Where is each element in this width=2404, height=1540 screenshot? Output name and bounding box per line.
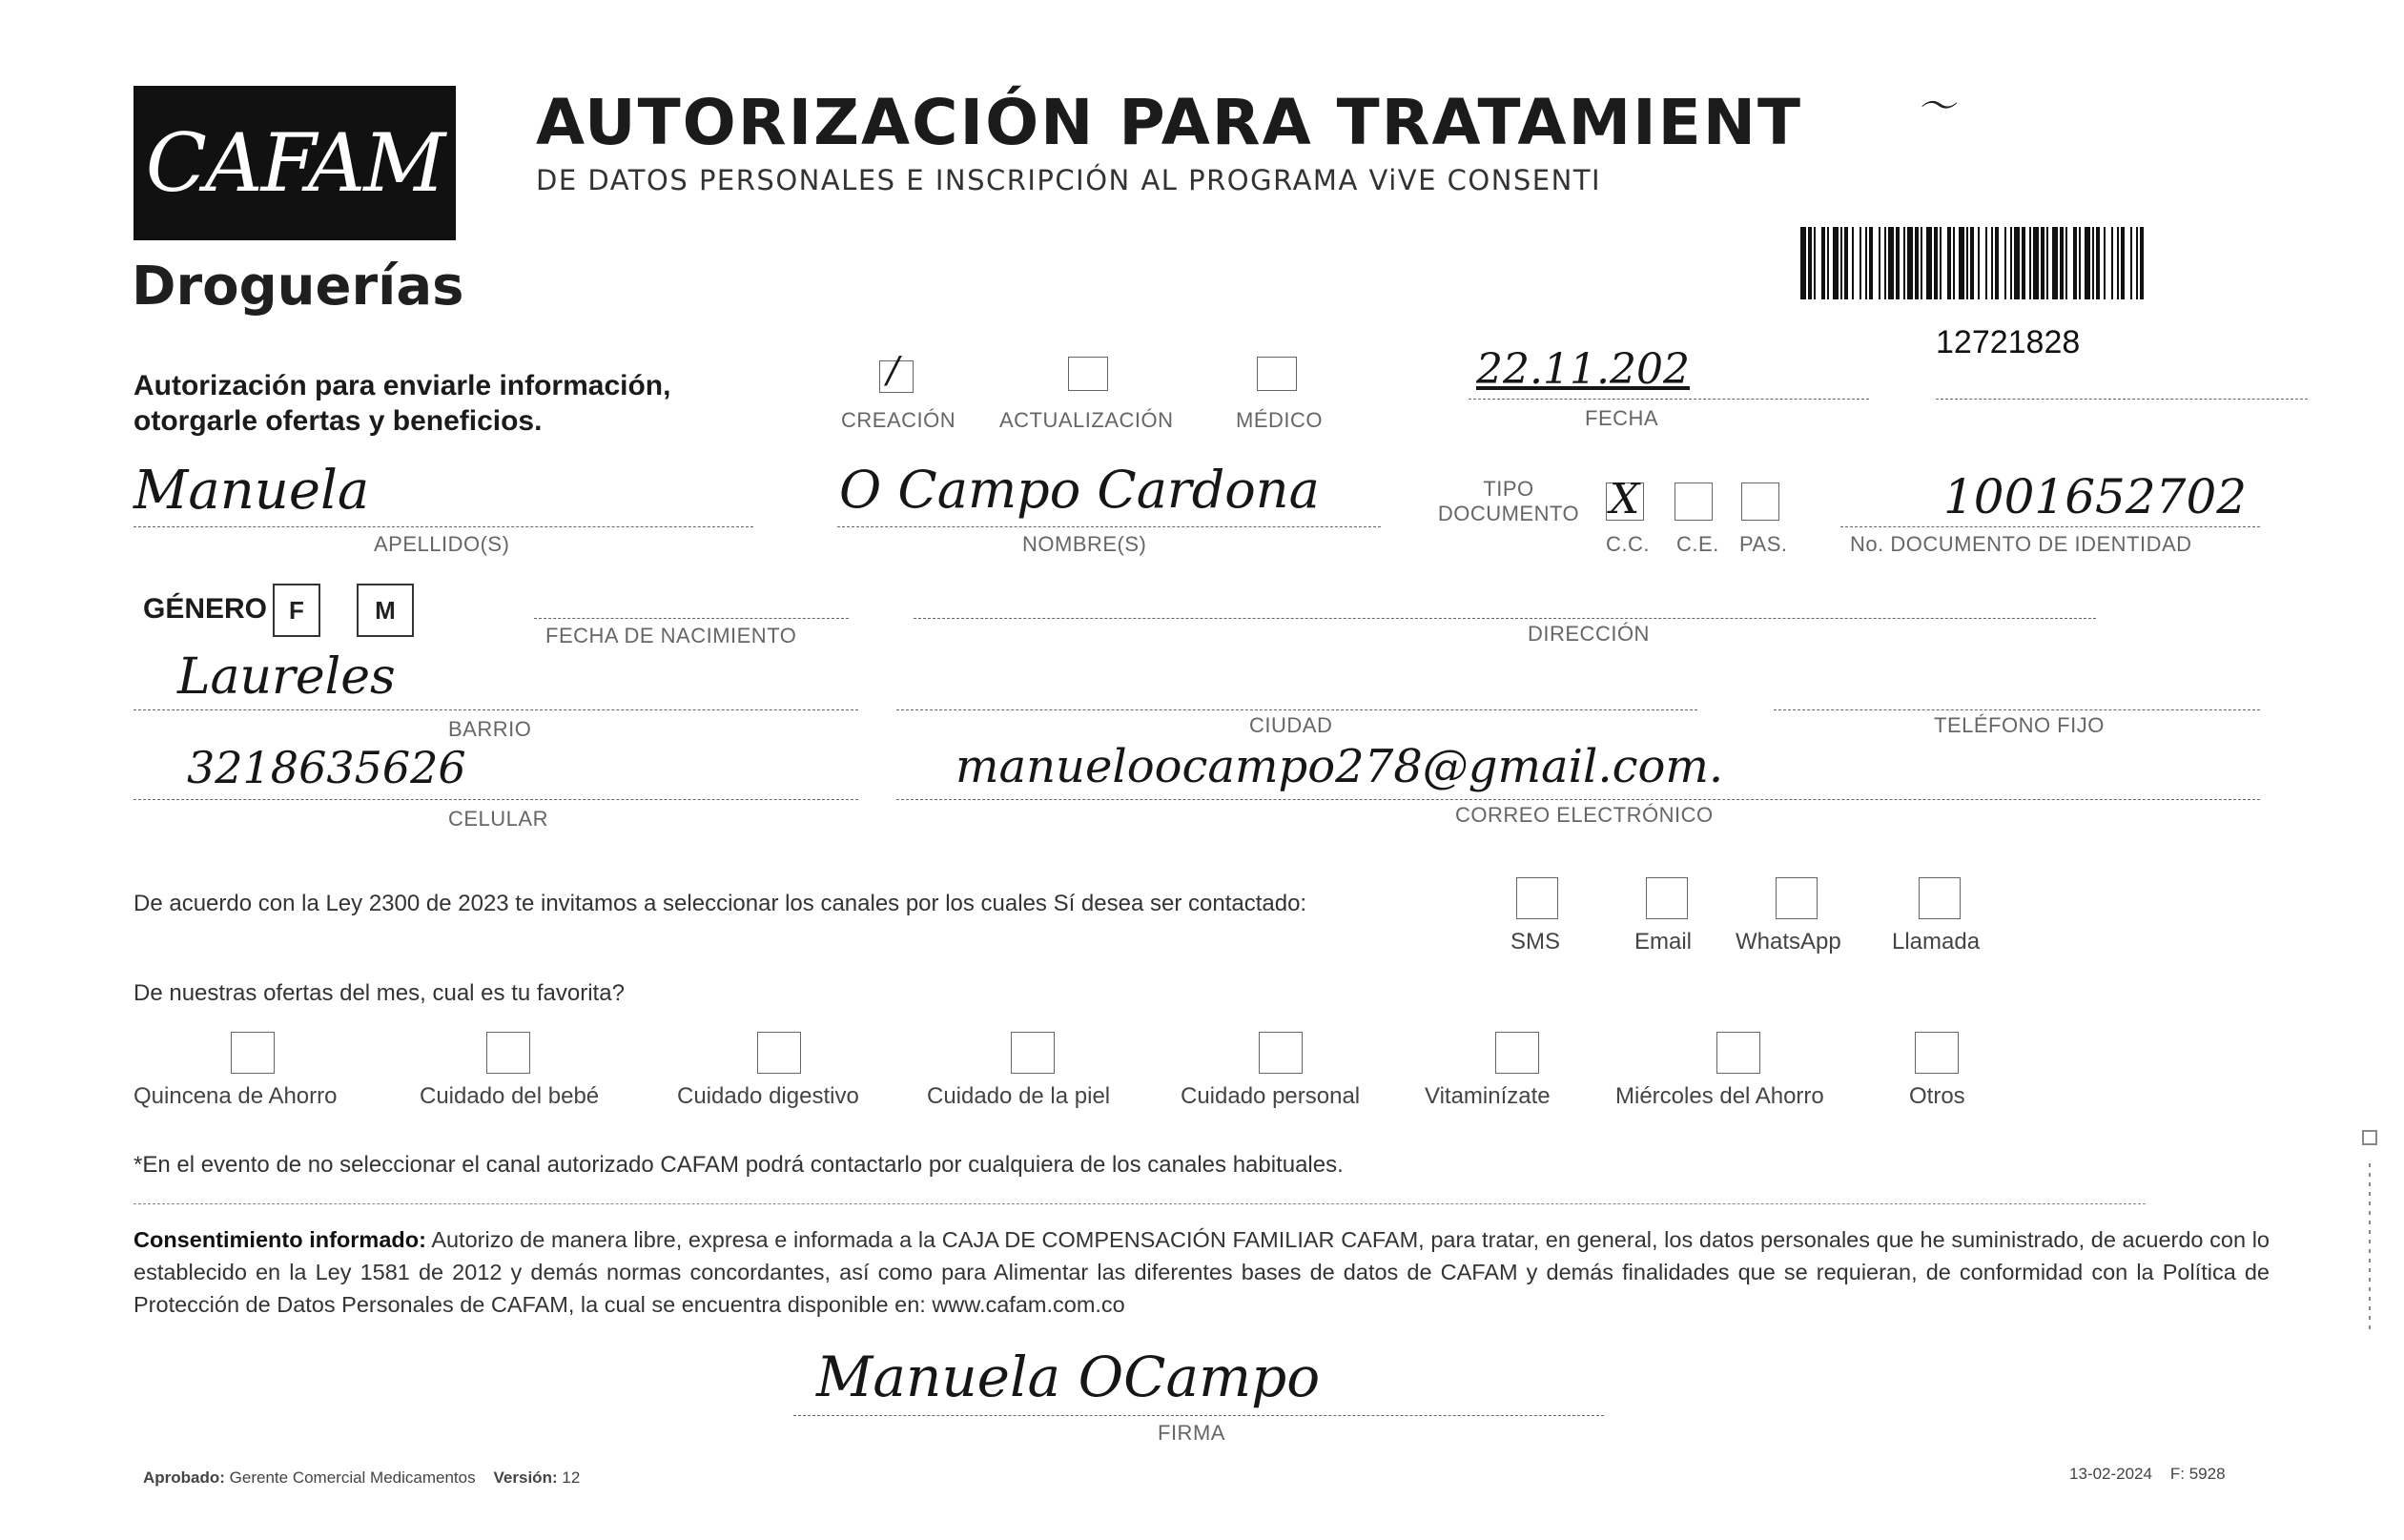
label-telefono: TELÉFONO FIJO (1934, 713, 2105, 737)
correo-value[interactable]: manueloocampo278@gmail.com. (955, 740, 1724, 793)
fecha-line (1469, 399, 1869, 400)
label-offer-bebe: Cuidado del bebé (420, 1083, 600, 1109)
checkbox-cc-mark: X (1610, 475, 1640, 524)
checkbox-genero-m[interactable]: M (357, 584, 414, 637)
barrio-value[interactable]: Laureles (177, 648, 396, 706)
label-celular: CELULAR (448, 807, 548, 831)
checkbox-sms[interactable] (1516, 877, 1558, 919)
label-tipo-documento: TIPO DOCUMENTO (1437, 477, 1580, 525)
label-firma: FIRMA (1158, 1421, 1225, 1445)
label-direccion: DIRECCIÓN (1528, 622, 1650, 646)
label-genero: GÉNERO (143, 593, 268, 625)
checkbox-llamada[interactable] (1919, 877, 1961, 919)
checkbox-offer-digestivo[interactable] (757, 1032, 801, 1074)
intro-line-1: Autorización para enviarle información, (134, 370, 671, 401)
label-offer-vitaminizate: Vitaminízate (1425, 1083, 1551, 1109)
checkbox-medico[interactable] (1257, 357, 1297, 391)
section-divider (134, 1203, 2146, 1204)
label-pas: PAS. (1739, 532, 1788, 556)
label-actualizacion: ACTUALIZACIÓN (999, 408, 1174, 432)
label-whatsapp: WhatsApp (1736, 929, 1841, 955)
label-creacion: CREACIÓN (841, 408, 956, 432)
side-stamp-icon (2355, 1125, 2384, 1345)
channel-note: *En el evento de no seleccionar el canal autorizado CAFAM podrá contactarlo por cualquiera de los canales habituales. (134, 1152, 1344, 1178)
footer-approval (143, 1468, 580, 1488)
label-correo: CORREO ELECTRÓNICO (1455, 803, 1714, 827)
offers-question: De nuestras ofertas del mes, cual es tu favorita? (134, 980, 625, 1006)
nombres-value[interactable]: O Campo Cardona (839, 460, 1320, 520)
consent-paragraph (134, 1223, 2270, 1321)
label-nombres: NOMBRE(S) (1022, 532, 1147, 556)
label-offer-personal: Cuidado personal (1181, 1083, 1361, 1109)
consent-text: Autorizo de manera libre, expresa e informada a la CAJA DE COMPENSACIÓN FAMILIAR CAFAM, para tratar, en general, los datos personales que he suministrado, de acuerdo con lo establecido en la Ley 1581 de 2012 y demás normas concordantes, así como para Alimentar las diferentes bases de datos de CAFAM y demás finalidades que se requieran, de conformidad con la Política de Protección de Datos Personales de CAFAM, la cual se encuentra disponible en: www.cafam.com.co (134, 1227, 2270, 1317)
apellidos-line (134, 526, 753, 527)
barcode-number: 12721828 (1936, 324, 2081, 360)
checkbox-genero-f[interactable]: F (273, 584, 320, 637)
signature-line (793, 1415, 1604, 1416)
form-subtitle: DE DATOS PERSONALES E INSCRIPCIÓN AL PROGRAMA ViVE CONSENTI (536, 164, 1602, 196)
telefono-line (1774, 709, 2260, 710)
fecha-line-2 (1936, 399, 2308, 400)
celular-line (134, 799, 858, 800)
ciudad-line (896, 709, 1697, 710)
checkbox-offer-piel[interactable] (1011, 1032, 1055, 1074)
intro-text (134, 368, 670, 439)
fecha-nacimiento-line (534, 618, 849, 619)
footer-version-value: 12 (562, 1468, 581, 1487)
checkbox-ce[interactable] (1675, 483, 1713, 521)
checkbox-actualizacion[interactable] (1068, 357, 1108, 391)
label-apellidos: APELLIDO(S) (374, 532, 510, 556)
checkbox-pas[interactable] (1741, 483, 1779, 521)
intro-line-2: otorgarle ofertas y beneficios. (134, 405, 543, 437)
form-title: AUTORIZACIÓN PARA TRATAMIENT (536, 86, 1803, 159)
celular-value[interactable]: 3218635626 (187, 742, 466, 793)
label-offer-piel: Cuidado de la piel (927, 1083, 1111, 1109)
checkbox-offer-personal[interactable] (1259, 1032, 1303, 1074)
footer-version-label: Versión: (493, 1468, 558, 1487)
barrio-line (134, 709, 858, 710)
checkbox-offer-otros[interactable] (1915, 1032, 1959, 1074)
signature-value[interactable]: Manuela OCampo (816, 1345, 1321, 1409)
label-offer-digestivo: Cuidado digestivo (677, 1083, 859, 1109)
label-ciudad: CIUDAD (1249, 713, 1333, 737)
documento-value[interactable]: 1001652702 (1943, 469, 2248, 524)
logo-text: CAFAM (145, 116, 444, 210)
label-cc: C.C. (1606, 532, 1650, 556)
checkbox-offer-miercoles[interactable] (1716, 1032, 1760, 1074)
channels-question: De acuerdo con la Ley 2300 de 2023 te invitamos a seleccionar los canales por los cuales Sí desea ser contactado: (134, 891, 1307, 916)
nombres-line (837, 526, 1381, 527)
footer-form-code: F: 5928 (2169, 1465, 2226, 1483)
label-offer-otros: Otros (1909, 1083, 1965, 1109)
checkbox-whatsapp[interactable] (1776, 877, 1818, 919)
documento-line (1840, 526, 2260, 527)
label-llamada: Llamada (1892, 929, 1981, 955)
label-offer-miercoles: Miércoles del Ahorro (1615, 1083, 1824, 1109)
handwritten-mark-icon: 〜 (1917, 85, 1955, 129)
label-ce: C.E. (1676, 532, 1719, 556)
checkbox-offer-quincena[interactable] (231, 1032, 275, 1074)
checkbox-creacion-mark: / (887, 349, 899, 391)
label-barrio: BARRIO (448, 717, 532, 741)
fecha-value[interactable]: 22.11.202 (1476, 345, 1690, 394)
label-fecha: FECHA (1585, 406, 1659, 430)
checkbox-offer-bebe[interactable] (486, 1032, 530, 1074)
label-sms: SMS (1510, 929, 1561, 955)
label-offer-quincena: Quincena de Ahorro (134, 1083, 338, 1109)
direccion-line (914, 618, 2096, 619)
correo-line (896, 799, 2260, 800)
checkbox-offer-vitaminizate[interactable] (1495, 1032, 1539, 1074)
footer-codes (2069, 1465, 2226, 1484)
apellidos-value[interactable]: Manuela (134, 460, 370, 522)
label-documento: No. DOCUMENTO DE IDENTIDAD (1850, 532, 2192, 556)
footer-date-code: 13-02-2024 (2069, 1465, 2152, 1483)
footer-approved-label: Aprobado: (143, 1468, 225, 1487)
consent-title: Consentimiento informado: (134, 1227, 426, 1252)
footer-approved-value: Gerente Comercial Medicamentos (229, 1468, 476, 1487)
checkbox-email[interactable] (1646, 877, 1688, 919)
logo-subtitle: Droguerías (132, 256, 464, 318)
label-medico: MÉDICO (1236, 408, 1323, 432)
barcode-icon (1800, 227, 2144, 299)
label-email: Email (1634, 929, 1693, 955)
label-fecha-nacimiento: FECHA DE NACIMIENTO (545, 624, 797, 647)
